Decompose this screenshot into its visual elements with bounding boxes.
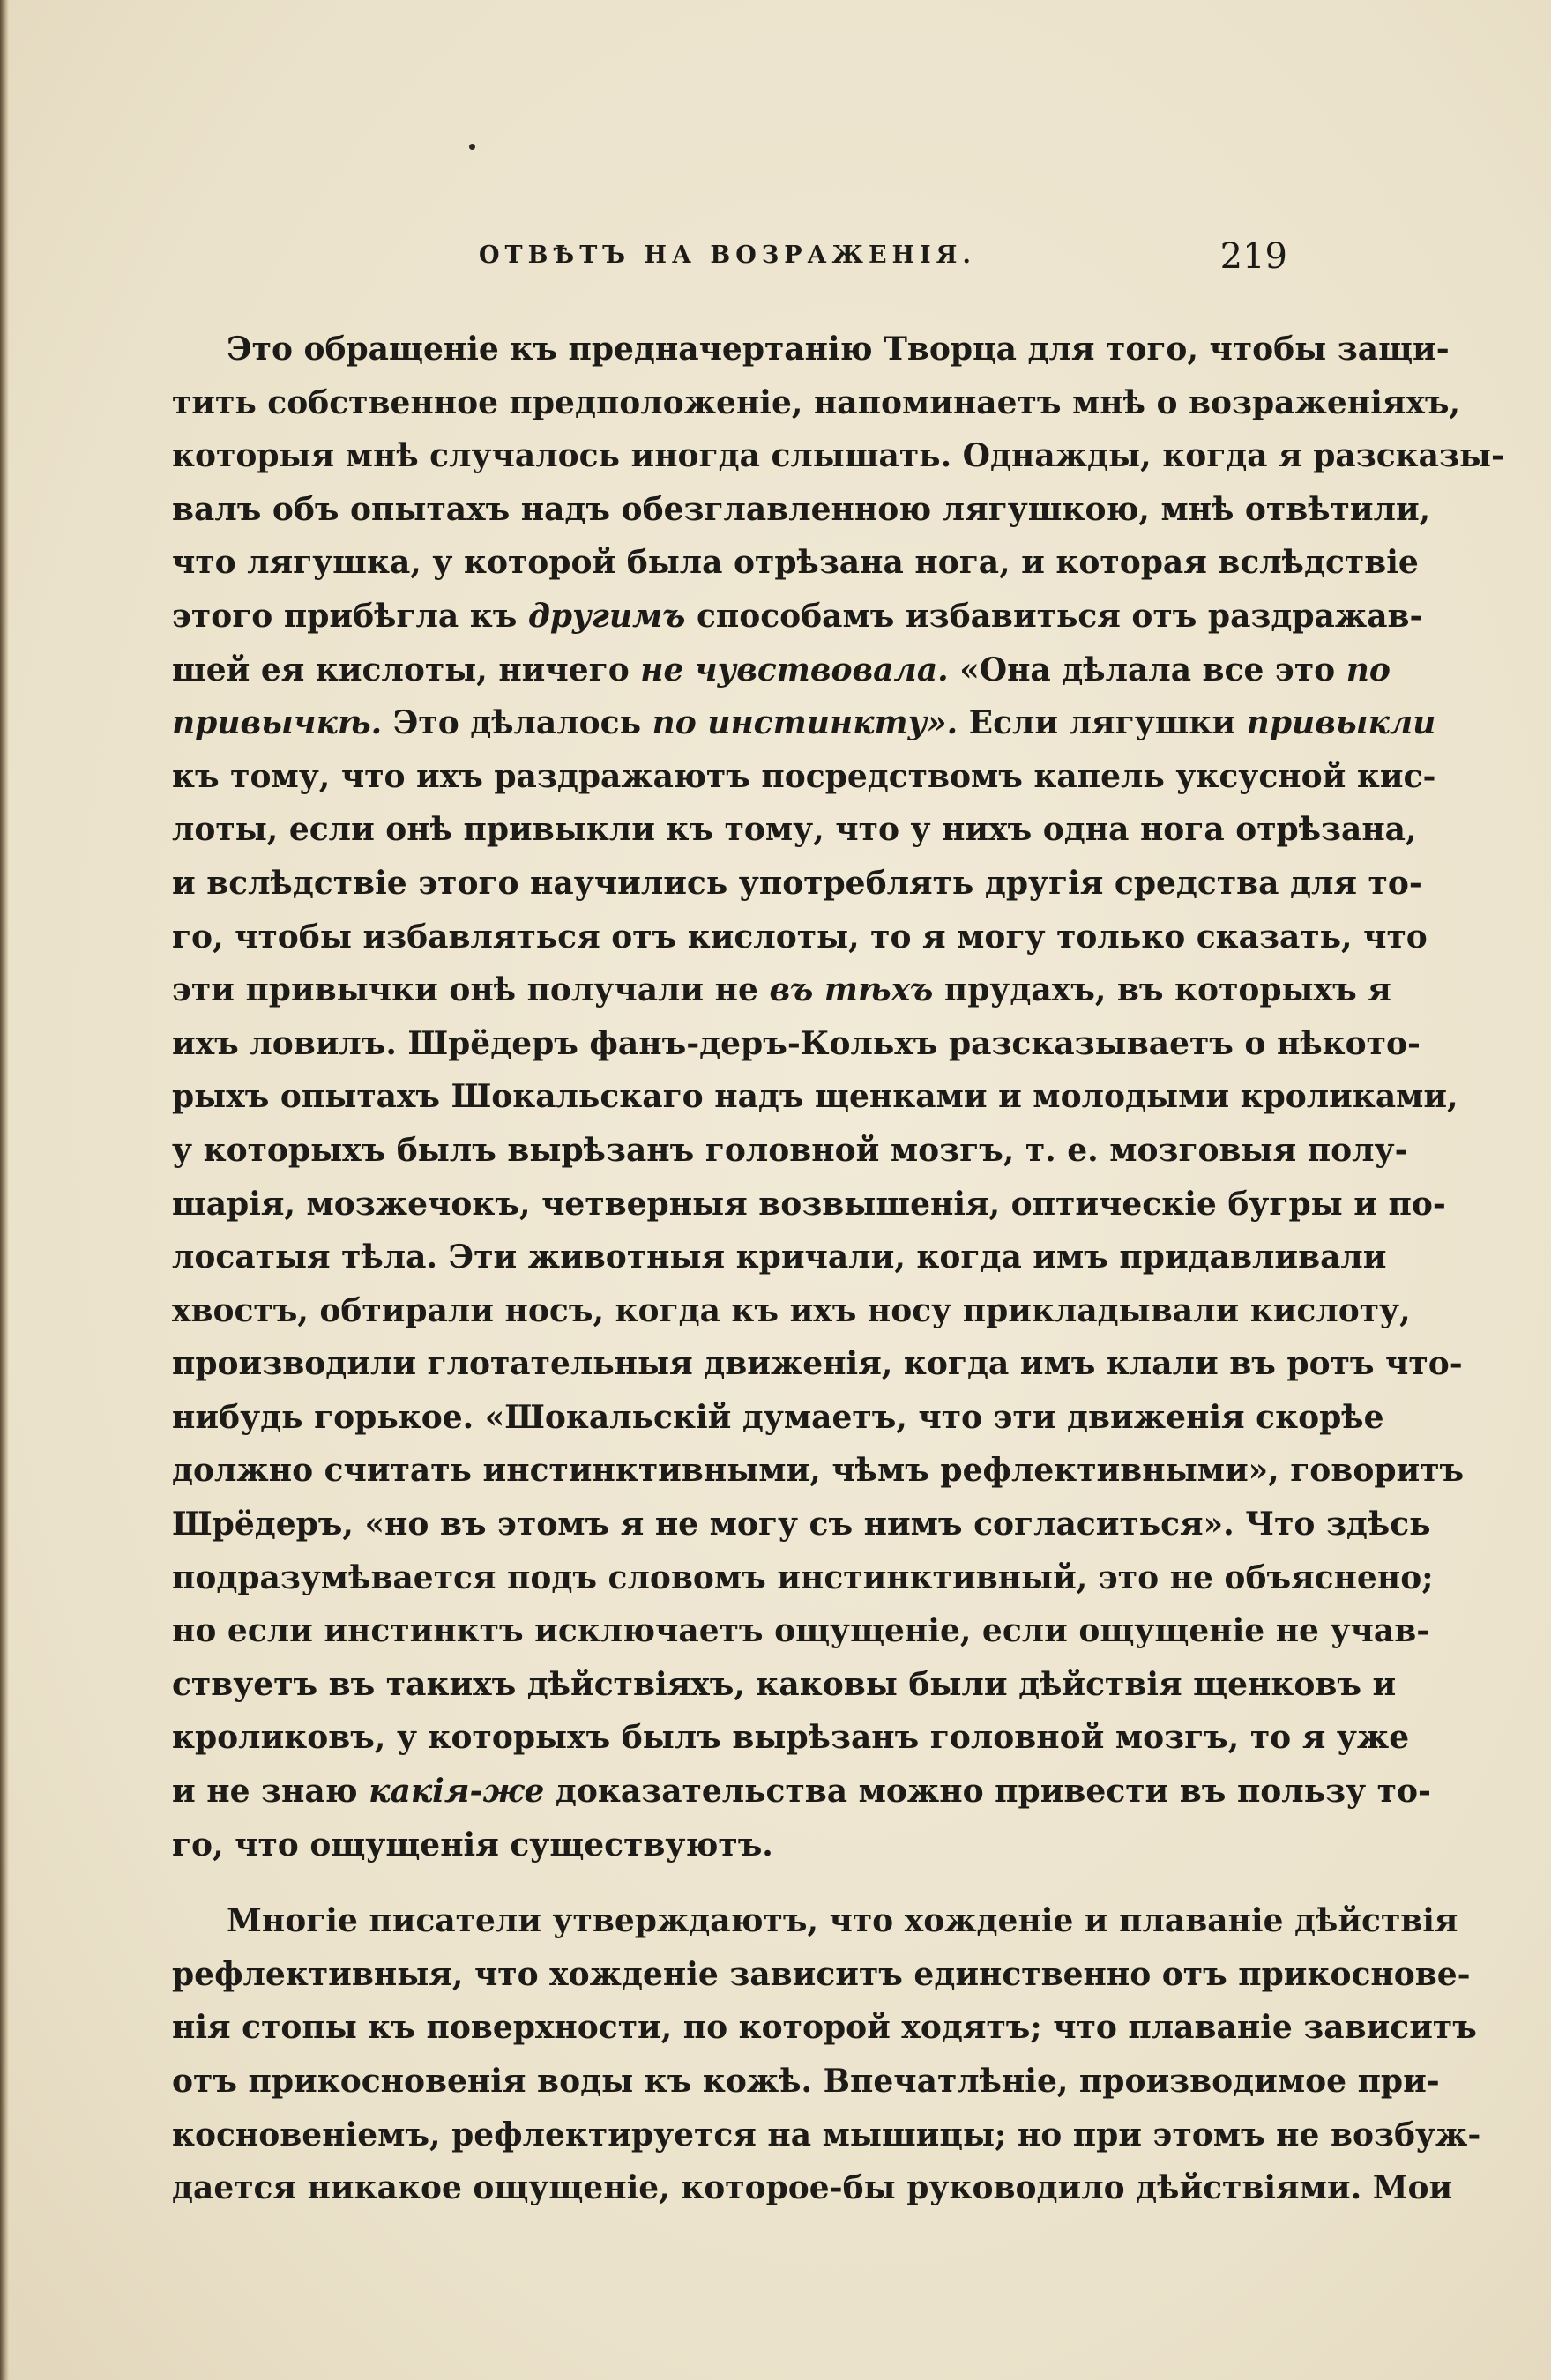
- text-line: подразумѣвается подъ словомъ инстинктивный, это не объяснено;: [172, 1558, 1434, 1596]
- text-line: Многіе писатели утверждаютъ, что хожденіе и плаваніе дѣйствія: [227, 1902, 1458, 1940]
- text-line: [172, 1765, 1431, 1818]
- text-line: рыхъ опытахъ Шокальскаго надъ щенками и молодыми кроликами,: [172, 1078, 1458, 1116]
- italic-run: другимъ: [527, 597, 686, 635]
- text-line: лосатыя тѣла. Эти животныя кричали, когда имъ придавливали: [172, 1238, 1387, 1276]
- text-line: [172, 696, 1436, 750]
- text-run: способамъ избавиться отъ раздражав-: [685, 597, 1423, 635]
- text-line: которыя мнѣ случалось иногда слышать. Однажды, когда я разсказы-: [172, 437, 1504, 475]
- text-line: [172, 590, 1423, 643]
- text-line: кроликовъ, у которыхъ былъ вырѣзанъ головной мозгъ, то я уже: [172, 1719, 1410, 1757]
- text-line: ихъ ловилъ. Шрёдеръ фанъ-деръ-Кольхъ разсказываетъ о нѣкото-: [172, 1024, 1421, 1062]
- binding-edge: [0, 0, 9, 2380]
- text-line: производили глотательныя движенія, когда имъ клали въ ротъ что-: [172, 1345, 1463, 1383]
- text-line: валъ объ опытахъ надъ обезглавленною лягушкою, мнѣ отвѣтили,: [172, 490, 1431, 528]
- italic-run: по инстинкту».: [652, 704, 958, 742]
- text-line: дается никакое ощущеніе, которое-бы руководило дѣйствіями. Мои: [172, 2169, 1453, 2207]
- text-line: что лягушка, у которой была отрѣзана нога, и которая вслѣдствіе: [172, 544, 1419, 582]
- paragraph-2: [172, 1894, 1481, 2215]
- text-line: Шрёдеръ, «но въ этомъ я не могу съ нимъ согласиться». Что здѣсь: [172, 1506, 1431, 1543]
- text-line: лоты, если онѣ привыкли къ тому, что у нихъ одна нога отрѣзана,: [172, 811, 1417, 849]
- text-line: но если инстинктъ исключаетъ ощущеніе, если ощущеніе не учав-: [172, 1612, 1430, 1650]
- paragraph-1: [172, 323, 1504, 1871]
- text-line: шарія, мозжечокъ, четверныя возвышенія, оптическіе бугры и по-: [172, 1185, 1446, 1223]
- text-line: и вслѣдствіе этого научились употреблять другія средства для то-: [172, 864, 1422, 902]
- paragraph-gap: [172, 1871, 1287, 1894]
- text-line: [172, 643, 1391, 697]
- body-text: [172, 323, 1504, 2215]
- italic-run: въ тѣхъ: [769, 971, 934, 1009]
- text-line: Это обращеніе къ предначертанію Творца для того, чтобы защи-: [227, 331, 1450, 368]
- text-line: нія стопы къ поверхности, по которой ходятъ; что плаваніе зависитъ: [172, 2009, 1477, 2047]
- italic-run: какія-же: [369, 1773, 545, 1811]
- text-run: прудахъ, въ которыхъ я: [933, 971, 1391, 1009]
- italic-run: по: [1346, 651, 1391, 688]
- text-run: Если лягушки: [958, 704, 1247, 742]
- text-line: ствуетъ въ такихъ дѣйствіяхъ, каковы были дѣйствія щенковъ и: [172, 1665, 1397, 1703]
- text-line: косновеніемъ, рефлектируется на мышицы; но при этомъ не возбуж-: [172, 2116, 1481, 2153]
- text-line: го, чтобы избавляться отъ кислоты, то я могу только сказать, что: [172, 918, 1428, 956]
- running-title: ОТВѢТЪ НА ВОЗРАЖЕНІЯ.: [479, 242, 976, 269]
- text-line: хвостъ, обтирали носъ, когда къ ихъ носу прикладывали кислоту,: [172, 1291, 1411, 1329]
- text-line: у которыхъ былъ вырѣзанъ головной мозгъ, т. е. мозговыя полу-: [172, 1131, 1408, 1169]
- text-run: и не знаю: [172, 1773, 369, 1811]
- text-line: тить собственное предположеніе, напоминаетъ мнѣ о возраженіяхъ,: [172, 383, 1460, 421]
- text-run: Это дѣлалось: [382, 704, 652, 742]
- text-line: рефлективныя, что хожденіе зависитъ единственно отъ прикоснове-: [172, 1955, 1471, 1993]
- text-line: должно считать инстинктивными, чѣмъ рефлективными», говоритъ: [172, 1452, 1465, 1490]
- italic-run: не чувствовала.: [640, 651, 949, 688]
- text-line: къ тому, что ихъ раздражаютъ посредствомъ капель уксусной кис-: [172, 757, 1436, 795]
- italic-run: привычкѣ.: [172, 704, 383, 742]
- text-line: [172, 963, 1391, 1017]
- ink-speck: [469, 144, 475, 150]
- text-run: этого прибѣгла къ: [172, 597, 528, 635]
- page-number: 219: [1219, 236, 1287, 277]
- text-line: го, что ощущенія существуютъ.: [172, 1826, 773, 1863]
- page-header: [172, 236, 1287, 289]
- text-run: эти привычки онѣ получали не: [172, 971, 770, 1009]
- text-run: «Она дѣлала все это: [948, 651, 1346, 688]
- text-line: нибудь горькое. «Шокальскій думаетъ, что эти движенія скорѣе: [172, 1398, 1384, 1436]
- text-run: шей ея кислоты, ничего: [172, 651, 641, 688]
- italic-run: привыкли: [1246, 704, 1436, 742]
- text-line: отъ прикосновенія воды къ кожѣ. Впечатлѣніе, производимое при-: [172, 2063, 1440, 2100]
- text-run: доказательства можно привести въ пользу то-: [544, 1773, 1431, 1811]
